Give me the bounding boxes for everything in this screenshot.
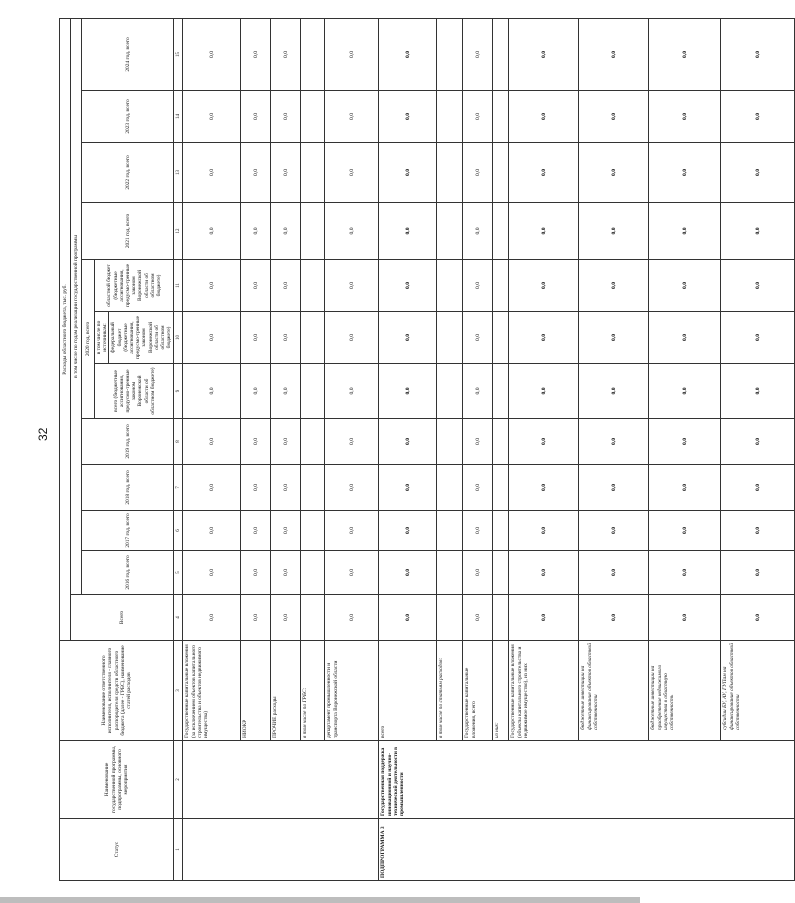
row-program <box>183 741 379 819</box>
table-body <box>183 18 795 880</box>
row-status: ПОДПРОГРАММА 3 <box>379 819 795 881</box>
value-cell <box>437 551 463 595</box>
value-cell <box>493 203 509 260</box>
value-cell <box>437 419 463 465</box>
value-cell: 0,0 <box>509 143 579 203</box>
value-cell: 0,0 <box>463 364 493 419</box>
scanned-sheet <box>59 19 761 881</box>
value-cell: 0,0 <box>579 143 649 203</box>
value-cell <box>437 595 463 641</box>
value-cell: 0,0 <box>241 91 271 143</box>
row-executor: НИОКР <box>241 641 271 741</box>
value-cell <box>437 260 463 312</box>
value-cell: 0,0 <box>721 91 795 143</box>
value-cell: 0,0 <box>579 551 649 595</box>
value-cell: 0,0 <box>271 203 301 260</box>
table-row <box>183 18 241 880</box>
value-cell: 0,0 <box>649 511 721 551</box>
value-cell: 0,0 <box>379 465 437 511</box>
value-cell <box>301 511 325 551</box>
value-cell: 0,0 <box>463 595 493 641</box>
value-cell: 0,0 <box>649 260 721 312</box>
value-cell: 0,0 <box>241 18 271 90</box>
value-cell: 0,0 <box>649 364 721 419</box>
row-executor: Государственные капитальные вложения (за исключением объектов капитального строительства и объектов недвижимого имущества) <box>183 641 241 741</box>
value-cell: 0,0 <box>649 143 721 203</box>
value-cell: 0,0 <box>463 18 493 90</box>
value-cell: 0,0 <box>463 91 493 143</box>
value-cell: 0,0 <box>649 551 721 595</box>
col-number: 3 <box>174 641 183 741</box>
value-cell: 0,0 <box>241 465 271 511</box>
value-cell: 0,0 <box>271 260 301 312</box>
column-number-row <box>174 18 183 880</box>
header-2020-all: всего (бюджетные ассигнования, предусмо-тренные законом Воронежской области об областном бюджете) <box>95 364 174 419</box>
col-number: 9 <box>174 364 183 419</box>
row-executor: субсидии БУ, АУ, ГУПам на финансирование объектов областной собственности <box>721 641 795 741</box>
value-cell: 0,0 <box>579 18 649 90</box>
value-cell <box>437 511 463 551</box>
value-cell <box>437 465 463 511</box>
value-cell: 0,0 <box>325 18 379 90</box>
value-cell <box>493 312 509 364</box>
value-cell: 0,0 <box>721 551 795 595</box>
value-cell: 0,0 <box>271 91 301 143</box>
value-cell: 0,0 <box>241 595 271 641</box>
col-number: 8 <box>174 419 183 465</box>
value-cell: 0,0 <box>463 465 493 511</box>
value-cell <box>437 18 463 90</box>
value-cell <box>301 312 325 364</box>
value-cell: 0,0 <box>509 551 579 595</box>
value-cell <box>301 203 325 260</box>
value-cell: 0,0 <box>379 203 437 260</box>
header-by-years: в том числе по годам реализации государственной программы <box>71 18 82 594</box>
row-executor: в том числе по ГРБС: <box>301 641 325 741</box>
value-cell: 0,0 <box>325 143 379 203</box>
value-cell <box>437 203 463 260</box>
row-executor: ПРОЧИЕ расходы <box>271 641 301 741</box>
value-cell <box>437 91 463 143</box>
col-number: 13 <box>174 143 183 203</box>
header-2023: 2023 год, всего <box>82 91 174 143</box>
table-row <box>379 18 437 880</box>
header-2016: 2016 год, всего <box>82 551 174 595</box>
value-cell: 0,0 <box>325 312 379 364</box>
value-cell: 0,0 <box>721 595 795 641</box>
value-cell: 0,0 <box>579 465 649 511</box>
value-cell: 0,0 <box>463 143 493 203</box>
value-cell: 0,0 <box>325 465 379 511</box>
value-cell <box>493 91 509 143</box>
value-cell: 0,0 <box>183 551 241 595</box>
value-cell: 0,0 <box>379 364 437 419</box>
value-cell: 0,0 <box>183 91 241 143</box>
col-number: 6 <box>174 511 183 551</box>
value-cell: 0,0 <box>721 511 795 551</box>
value-cell: 0,0 <box>579 419 649 465</box>
header-2020: 2020 год, всего <box>82 260 95 419</box>
value-cell: 0,0 <box>379 260 437 312</box>
value-cell <box>301 364 325 419</box>
value-cell: 0,0 <box>649 91 721 143</box>
value-cell <box>493 419 509 465</box>
value-cell <box>301 143 325 203</box>
value-cell <box>301 419 325 465</box>
value-cell: 0,0 <box>183 18 241 90</box>
col-number: 2 <box>174 741 183 819</box>
value-cell <box>301 260 325 312</box>
value-cell: 0,0 <box>271 419 301 465</box>
value-cell: 0,0 <box>379 91 437 143</box>
value-cell: 0,0 <box>379 312 437 364</box>
scan-edge <box>0 897 640 903</box>
value-cell: 0,0 <box>325 419 379 465</box>
value-cell: 0,0 <box>379 551 437 595</box>
value-cell: 0,0 <box>271 18 301 90</box>
value-cell: 0,0 <box>379 143 437 203</box>
row-status <box>183 819 379 881</box>
value-cell: 0,0 <box>721 203 795 260</box>
row-executor: всего <box>379 641 437 741</box>
value-cell <box>301 595 325 641</box>
col-number: 15 <box>174 18 183 90</box>
header-sources: в том числе по источникам: <box>96 312 109 363</box>
value-cell: 0,0 <box>721 143 795 203</box>
col-number: 10 <box>174 312 183 364</box>
value-cell: 0,0 <box>183 203 241 260</box>
value-cell: 0,0 <box>183 260 241 312</box>
value-cell <box>493 364 509 419</box>
row-executor: бюджетные инвестиции на приобретение недвижимого имущества в областную собственность <box>649 641 721 741</box>
value-cell: 0,0 <box>579 260 649 312</box>
value-cell: 0,0 <box>241 364 271 419</box>
value-cell: 0,0 <box>579 595 649 641</box>
value-cell: 0,0 <box>579 203 649 260</box>
value-cell <box>493 18 509 90</box>
header-expenses-title: Расходы областного бюджета, тыс. руб. <box>60 18 71 640</box>
row-executor: департамент промышленности и транспорта Воронежской области <box>325 641 379 741</box>
value-cell: 0,0 <box>721 312 795 364</box>
value-cell: 0,0 <box>509 364 579 419</box>
value-cell: 0,0 <box>463 511 493 551</box>
value-cell <box>493 260 509 312</box>
header-2020-regional: областной бюджет (бюджетные ассигнования, предусмо-тренные законом Воронежской области об областном бюджете) <box>95 260 174 312</box>
value-cell: 0,0 <box>325 203 379 260</box>
value-cell: 0,0 <box>183 364 241 419</box>
header-2019: 2019 год, всего <box>82 419 174 465</box>
value-cell <box>437 364 463 419</box>
value-cell: 0,0 <box>183 511 241 551</box>
col-number: 1 <box>174 819 183 881</box>
value-cell: 0,0 <box>325 595 379 641</box>
value-cell: 0,0 <box>509 260 579 312</box>
value-cell: 0,0 <box>325 511 379 551</box>
value-cell: 0,0 <box>649 419 721 465</box>
value-cell <box>493 465 509 511</box>
row-program: Государственная поддержка инновационной и научно-технической деятельности в промышленности <box>379 741 795 819</box>
value-cell: 0,0 <box>379 419 437 465</box>
value-cell <box>493 595 509 641</box>
col-number: 7 <box>174 465 183 511</box>
value-cell: 0,0 <box>649 595 721 641</box>
value-cell: 0,0 <box>509 18 579 90</box>
value-cell <box>493 143 509 203</box>
header-executor: Наименование ответственного исполнителя, исполнителя - главного распорядителя средств областного бюджета (далее - ГРБС), наименование статей расходов <box>60 641 174 741</box>
value-cell: 0,0 <box>509 419 579 465</box>
header-total: Всего <box>71 595 174 641</box>
value-cell: 0,0 <box>241 511 271 551</box>
value-cell <box>301 465 325 511</box>
value-cell: 0,0 <box>509 203 579 260</box>
header-2018: 2018 год, всего <box>82 465 174 511</box>
value-cell: 0,0 <box>579 364 649 419</box>
value-cell: 0,0 <box>183 312 241 364</box>
value-cell: 0,0 <box>271 465 301 511</box>
col-number: 11 <box>174 260 183 312</box>
value-cell: 0,0 <box>379 511 437 551</box>
row-executor: Государственные капитальные вложения (объекты капитального строительства и недвижимое имущество), из них <box>509 641 579 741</box>
value-cell <box>301 551 325 595</box>
value-cell: 0,0 <box>579 511 649 551</box>
value-cell: 0,0 <box>509 465 579 511</box>
value-cell: 0,0 <box>325 551 379 595</box>
header-status: Статус <box>60 819 174 881</box>
value-cell: 0,0 <box>721 18 795 90</box>
value-cell: 0,0 <box>241 143 271 203</box>
header-2020-federal <box>95 312 174 364</box>
value-cell: 0,0 <box>463 260 493 312</box>
value-cell <box>493 551 509 595</box>
value-cell: 0,0 <box>325 260 379 312</box>
value-cell: 0,0 <box>721 364 795 419</box>
value-cell: 0,0 <box>579 312 649 364</box>
value-cell <box>301 91 325 143</box>
header-program-name: Наименование государственной программы, подпрограммы, основного мероприятия <box>60 741 174 819</box>
value-cell <box>437 143 463 203</box>
value-cell: 0,0 <box>271 551 301 595</box>
value-cell: 0,0 <box>721 465 795 511</box>
value-cell: 0,0 <box>463 312 493 364</box>
value-cell: 0,0 <box>649 203 721 260</box>
value-cell: 0,0 <box>509 511 579 551</box>
value-cell: 0,0 <box>649 312 721 364</box>
value-cell: 0,0 <box>271 312 301 364</box>
value-cell: 0,0 <box>271 143 301 203</box>
value-cell <box>437 312 463 364</box>
value-cell: 0,0 <box>241 419 271 465</box>
page-number: 32 <box>36 427 50 441</box>
value-cell: 0,0 <box>509 91 579 143</box>
value-cell: 0,0 <box>509 312 579 364</box>
col-number: 12 <box>174 203 183 260</box>
value-cell: 0,0 <box>721 260 795 312</box>
header-2017: 2017 год, всего <box>82 511 174 551</box>
row-executor: из них: <box>493 641 509 741</box>
value-cell: 0,0 <box>325 364 379 419</box>
col-number: 14 <box>174 91 183 143</box>
budget-table <box>59 18 795 881</box>
value-cell: 0,0 <box>463 551 493 595</box>
header-2022: 2022 год, всего <box>82 143 174 203</box>
value-cell: 0,0 <box>241 312 271 364</box>
value-cell: 0,0 <box>463 203 493 260</box>
value-cell: 0,0 <box>649 18 721 90</box>
rotated-table-container <box>59 19 761 881</box>
value-cell: 0,0 <box>183 595 241 641</box>
value-cell: 0,0 <box>271 595 301 641</box>
value-cell: 0,0 <box>721 419 795 465</box>
value-cell: 0,0 <box>271 364 301 419</box>
value-cell: 0,0 <box>183 419 241 465</box>
value-cell: 0,0 <box>241 551 271 595</box>
value-cell: 0,0 <box>463 419 493 465</box>
header-2024: 2024 год, всего <box>82 18 174 90</box>
value-cell: 0,0 <box>325 91 379 143</box>
value-cell: 0,0 <box>183 465 241 511</box>
value-cell: 0,0 <box>379 595 437 641</box>
row-executor: Государственные капитальные вложения, всего <box>463 641 493 741</box>
row-executor: в том числе по статьям расходов: <box>437 641 463 741</box>
value-cell: 0,0 <box>509 595 579 641</box>
value-cell: 0,0 <box>241 260 271 312</box>
header-federal: федеральный бюджет (бюджетные ассигнования, предусмо-тренные законом Воронежской области об областном бюджете) <box>110 316 173 359</box>
value-cell: 0,0 <box>183 143 241 203</box>
value-cell <box>301 18 325 90</box>
row-executor: бюджетные инвестиции на финансирование объектов областной собственности <box>579 641 649 741</box>
value-cell: 0,0 <box>649 465 721 511</box>
header-2021: 2021 год, всего <box>82 203 174 260</box>
value-cell: 0,0 <box>271 511 301 551</box>
value-cell <box>493 511 509 551</box>
col-number: 4 <box>174 595 183 641</box>
value-cell: 0,0 <box>241 203 271 260</box>
col-number: 5 <box>174 551 183 595</box>
value-cell: 0,0 <box>579 91 649 143</box>
value-cell: 0,0 <box>379 18 437 90</box>
